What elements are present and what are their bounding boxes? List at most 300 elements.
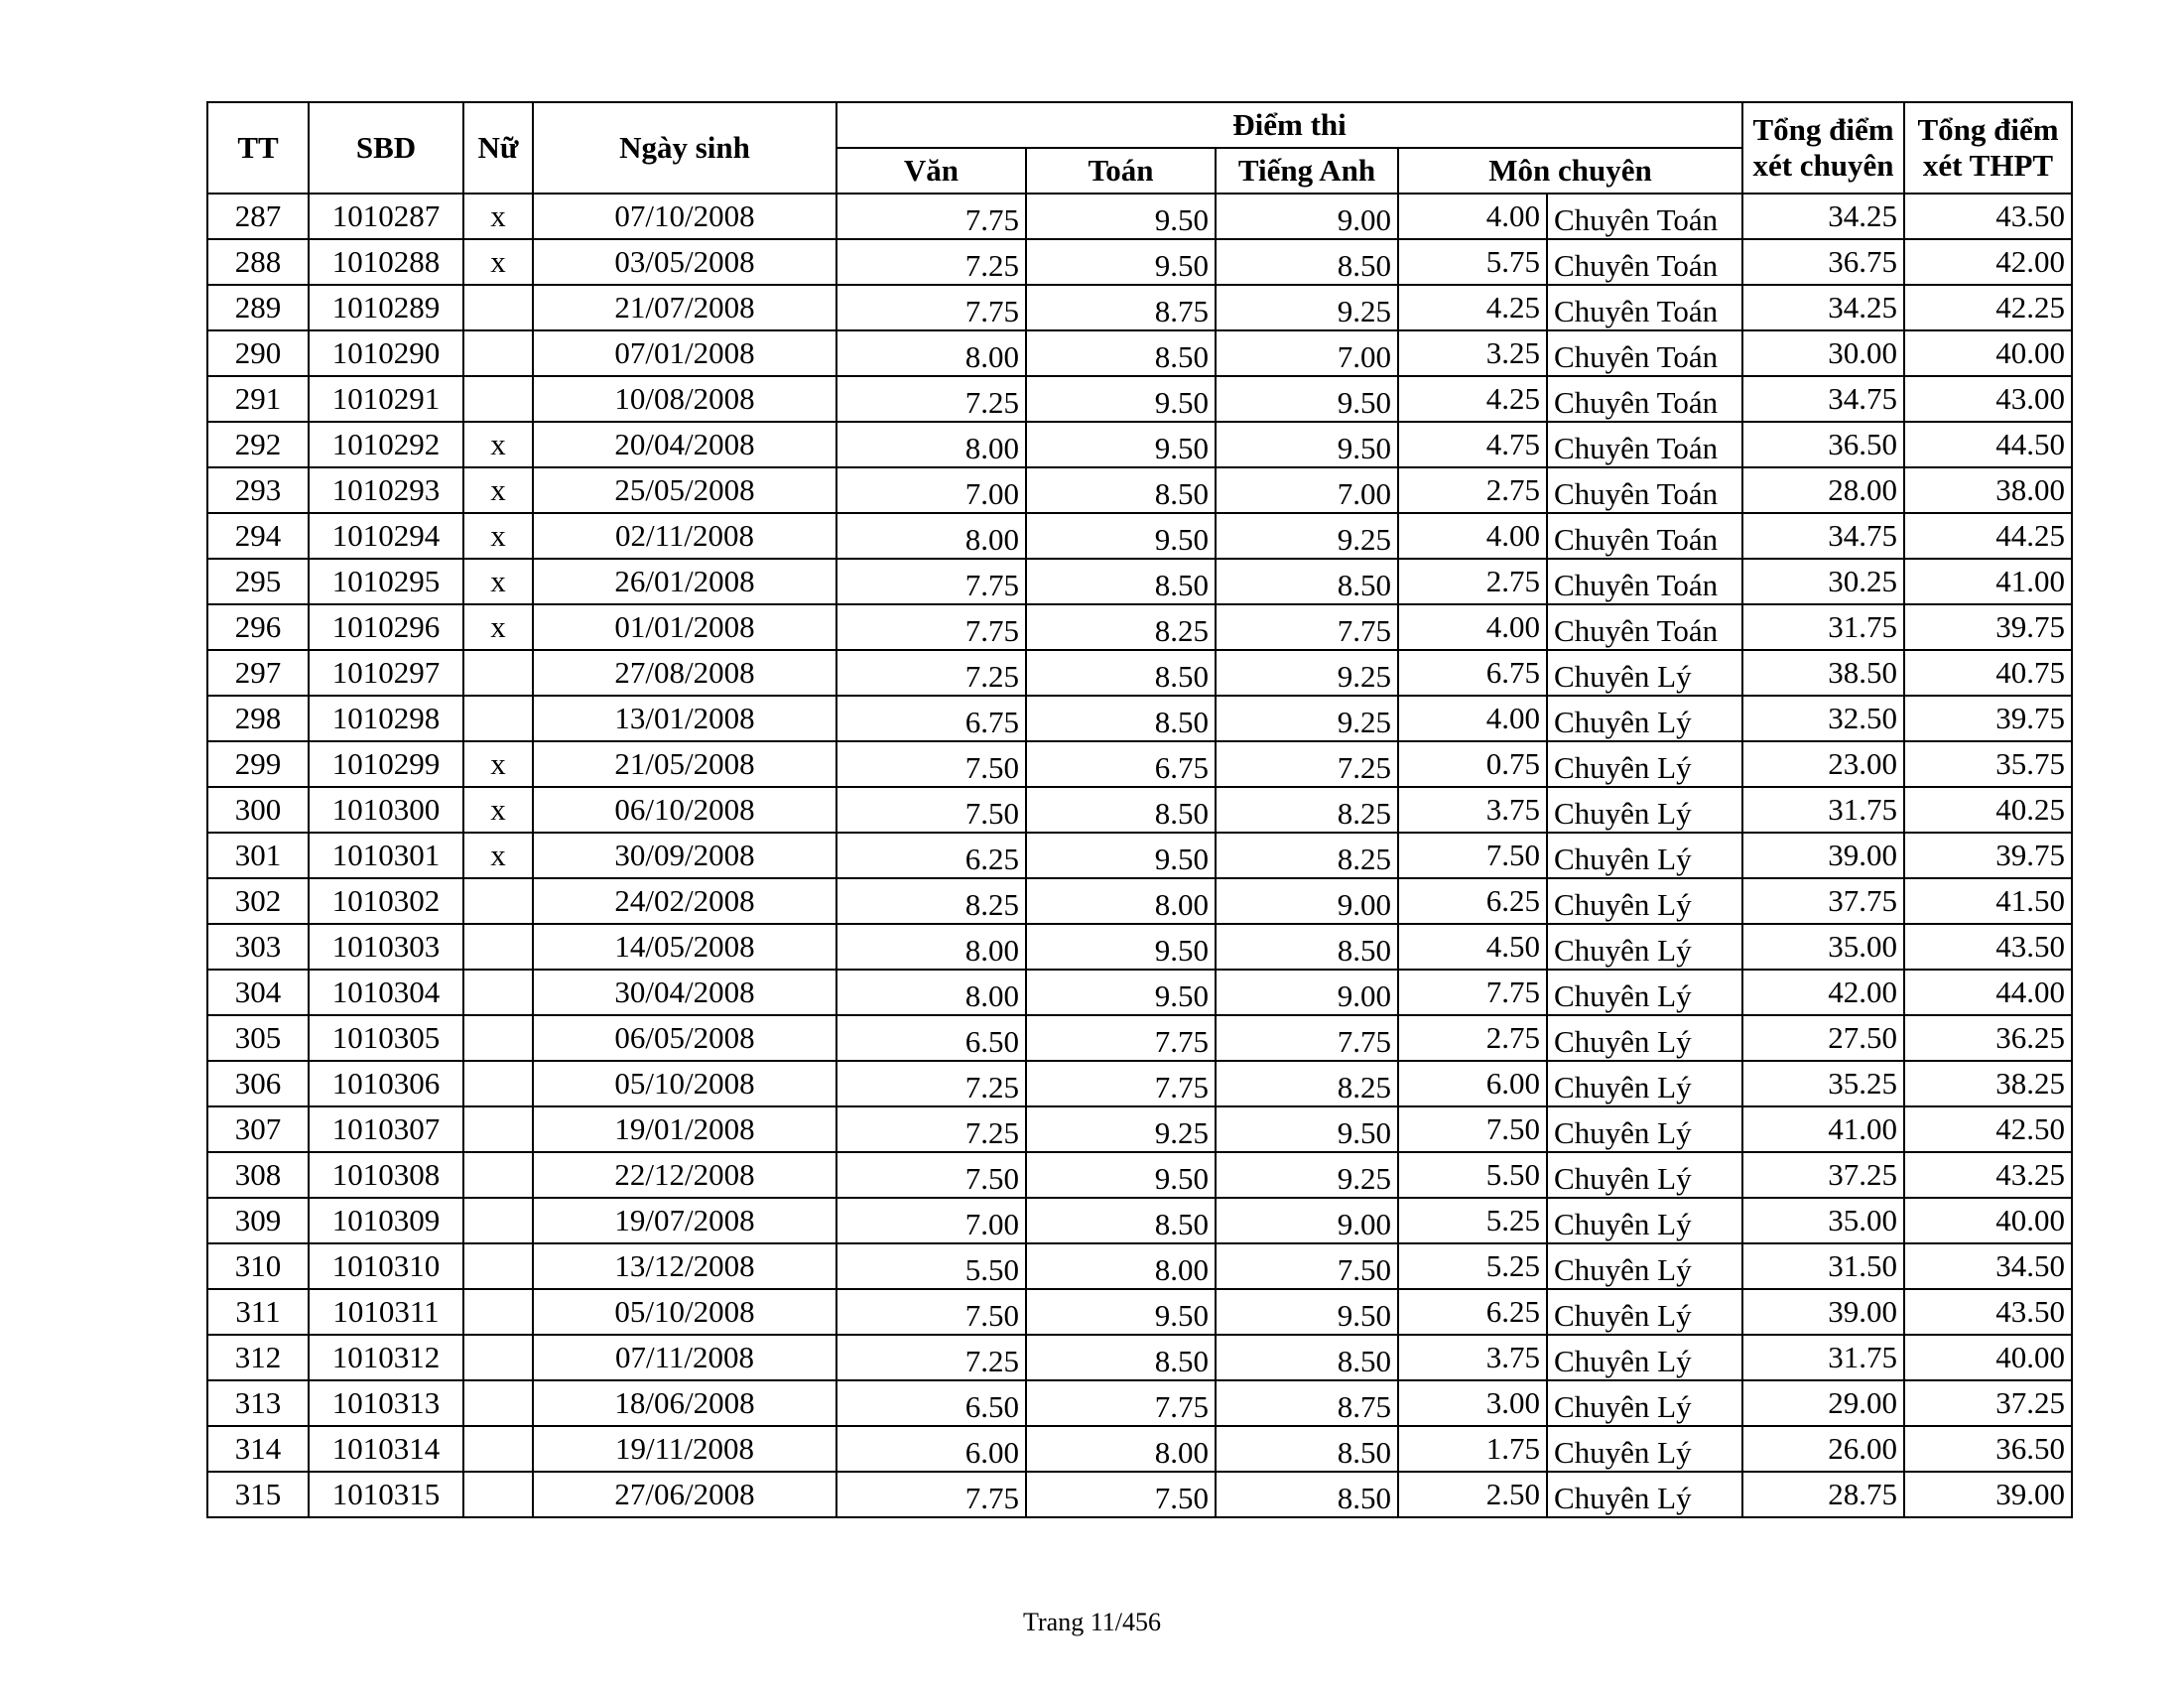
cell-tieng-anh: 9.50 bbox=[1216, 1289, 1398, 1335]
cell-mon-chuyen-ten: Chuyên Lý bbox=[1547, 1426, 1742, 1472]
cell-nu bbox=[463, 1015, 533, 1061]
cell-toan: 8.50 bbox=[1026, 650, 1216, 696]
cell-tt: 299 bbox=[207, 741, 309, 787]
cell-mon-chuyen-diem: 4.00 bbox=[1398, 194, 1547, 239]
cell-mon-chuyen-diem: 7.50 bbox=[1398, 1106, 1547, 1152]
cell-tong-xet-thpt: 44.50 bbox=[1904, 422, 2072, 467]
cell-tieng-anh: 8.50 bbox=[1216, 1426, 1398, 1472]
cell-toan: 8.50 bbox=[1026, 787, 1216, 833]
table-row bbox=[207, 1198, 2072, 1243]
cell-tong-xet-chuyen: 39.00 bbox=[1742, 833, 1904, 878]
cell-mon-chuyen-ten: Chuyên Lý bbox=[1547, 924, 1742, 970]
cell-nu bbox=[463, 696, 533, 741]
cell-ngay-sinh: 24/02/2008 bbox=[533, 878, 836, 924]
cell-tt: 306 bbox=[207, 1061, 309, 1106]
cell-tong-xet-chuyen: 42.00 bbox=[1742, 970, 1904, 1015]
cell-sbd: 1010312 bbox=[309, 1335, 463, 1380]
cell-tong-xet-thpt: 42.00 bbox=[1904, 239, 2072, 285]
cell-nu bbox=[463, 1152, 533, 1198]
cell-mon-chuyen-ten: Chuyên Lý bbox=[1547, 787, 1742, 833]
cell-tt: 308 bbox=[207, 1152, 309, 1198]
header-tong-xet-thpt-line1: Tổng điểm bbox=[1917, 112, 2059, 148]
cell-tong-xet-thpt: 41.00 bbox=[1904, 559, 2072, 604]
cell-tong-xet-chuyen: 35.25 bbox=[1742, 1061, 1904, 1106]
cell-mon-chuyen-ten: Chuyên Lý bbox=[1547, 1061, 1742, 1106]
header-tong-xet-thpt-line2: xét THPT bbox=[1922, 148, 2054, 183]
table-row bbox=[207, 604, 2072, 650]
cell-tong-xet-chuyen: 34.25 bbox=[1742, 194, 1904, 239]
table-row bbox=[207, 1472, 2072, 1517]
cell-toan: 9.50 bbox=[1026, 1152, 1216, 1198]
cell-mon-chuyen-ten: Chuyên Toán bbox=[1547, 376, 1742, 422]
cell-nu: x bbox=[463, 559, 533, 604]
cell-ngay-sinh: 25/05/2008 bbox=[533, 467, 836, 513]
header-row-top bbox=[207, 102, 2072, 148]
cell-tong-xet-thpt: 43.50 bbox=[1904, 1289, 2072, 1335]
cell-nu bbox=[463, 1426, 533, 1472]
cell-ngay-sinh: 03/05/2008 bbox=[533, 239, 836, 285]
header-mon-chuyen: Môn chuyên bbox=[1398, 148, 1742, 194]
cell-tong-xet-thpt: 40.00 bbox=[1904, 330, 2072, 376]
cell-tong-xet-thpt: 42.50 bbox=[1904, 1106, 2072, 1152]
cell-van: 7.00 bbox=[836, 467, 1026, 513]
table-row bbox=[207, 787, 2072, 833]
cell-tt: 294 bbox=[207, 513, 309, 559]
cell-nu bbox=[463, 1289, 533, 1335]
cell-ngay-sinh: 07/01/2008 bbox=[533, 330, 836, 376]
cell-ngay-sinh: 19/11/2008 bbox=[533, 1426, 836, 1472]
cell-nu: x bbox=[463, 467, 533, 513]
header-ngay-sinh: Ngày sinh bbox=[533, 102, 836, 194]
cell-tong-xet-thpt: 44.25 bbox=[1904, 513, 2072, 559]
table-row bbox=[207, 330, 2072, 376]
cell-van: 7.25 bbox=[836, 239, 1026, 285]
cell-mon-chuyen-diem: 4.25 bbox=[1398, 285, 1547, 330]
cell-sbd: 1010292 bbox=[309, 422, 463, 467]
cell-tieng-anh: 7.75 bbox=[1216, 1015, 1398, 1061]
cell-tong-xet-thpt: 40.25 bbox=[1904, 787, 2072, 833]
cell-sbd: 1010290 bbox=[309, 330, 463, 376]
cell-tong-xet-chuyen: 27.50 bbox=[1742, 1015, 1904, 1061]
header-toan: Toán bbox=[1026, 148, 1216, 194]
cell-mon-chuyen-diem: 6.75 bbox=[1398, 650, 1547, 696]
cell-van: 7.50 bbox=[836, 1289, 1026, 1335]
table-row bbox=[207, 1106, 2072, 1152]
cell-nu: x bbox=[463, 833, 533, 878]
cell-mon-chuyen-diem: 6.25 bbox=[1398, 1289, 1547, 1335]
cell-tt: 300 bbox=[207, 787, 309, 833]
cell-tt: 290 bbox=[207, 330, 309, 376]
table-row bbox=[207, 833, 2072, 878]
cell-mon-chuyen-ten: Chuyên Lý bbox=[1547, 970, 1742, 1015]
cell-tieng-anh: 9.00 bbox=[1216, 970, 1398, 1015]
cell-van: 5.50 bbox=[836, 1243, 1026, 1289]
header-tong-xet-chuyen-line2: xét chuyên bbox=[1752, 148, 1894, 183]
cell-sbd: 1010306 bbox=[309, 1061, 463, 1106]
table-row bbox=[207, 422, 2072, 467]
cell-van: 8.00 bbox=[836, 970, 1026, 1015]
cell-tong-xet-thpt: 38.25 bbox=[1904, 1061, 2072, 1106]
cell-tieng-anh: 8.50 bbox=[1216, 1335, 1398, 1380]
cell-tieng-anh: 7.50 bbox=[1216, 1243, 1398, 1289]
cell-nu bbox=[463, 1061, 533, 1106]
cell-tieng-anh: 9.25 bbox=[1216, 1152, 1398, 1198]
cell-van: 8.00 bbox=[836, 330, 1026, 376]
cell-sbd: 1010293 bbox=[309, 467, 463, 513]
cell-ngay-sinh: 06/05/2008 bbox=[533, 1015, 836, 1061]
cell-nu bbox=[463, 924, 533, 970]
cell-tieng-anh: 7.00 bbox=[1216, 330, 1398, 376]
cell-tt: 304 bbox=[207, 970, 309, 1015]
cell-mon-chuyen-ten: Chuyên Toán bbox=[1547, 194, 1742, 239]
cell-mon-chuyen-diem: 3.00 bbox=[1398, 1380, 1547, 1426]
cell-mon-chuyen-diem: 4.00 bbox=[1398, 604, 1547, 650]
cell-nu bbox=[463, 376, 533, 422]
cell-nu bbox=[463, 1106, 533, 1152]
cell-mon-chuyen-ten: Chuyên Lý bbox=[1547, 1015, 1742, 1061]
cell-nu: x bbox=[463, 604, 533, 650]
header-tieng-anh: Tiếng Anh bbox=[1216, 148, 1398, 194]
cell-tong-xet-chuyen: 34.75 bbox=[1742, 513, 1904, 559]
cell-van: 7.50 bbox=[836, 1152, 1026, 1198]
cell-van: 7.00 bbox=[836, 1198, 1026, 1243]
cell-ngay-sinh: 19/07/2008 bbox=[533, 1198, 836, 1243]
cell-mon-chuyen-ten: Chuyên Toán bbox=[1547, 559, 1742, 604]
cell-toan: 6.75 bbox=[1026, 741, 1216, 787]
cell-tong-xet-chuyen: 35.00 bbox=[1742, 1198, 1904, 1243]
cell-tieng-anh: 7.25 bbox=[1216, 741, 1398, 787]
cell-tong-xet-chuyen: 31.75 bbox=[1742, 604, 1904, 650]
cell-van: 7.50 bbox=[836, 787, 1026, 833]
cell-mon-chuyen-ten: Chuyên Toán bbox=[1547, 604, 1742, 650]
cell-tong-xet-thpt: 44.00 bbox=[1904, 970, 2072, 1015]
table-row bbox=[207, 1015, 2072, 1061]
cell-mon-chuyen-diem: 1.75 bbox=[1398, 1426, 1547, 1472]
cell-tong-xet-chuyen: 30.25 bbox=[1742, 559, 1904, 604]
cell-toan: 9.50 bbox=[1026, 194, 1216, 239]
cell-toan: 8.50 bbox=[1026, 467, 1216, 513]
header-tong-xet-chuyen-line1: Tổng điểm bbox=[1752, 112, 1894, 148]
cell-mon-chuyen-diem: 6.25 bbox=[1398, 878, 1547, 924]
cell-sbd: 1010295 bbox=[309, 559, 463, 604]
cell-toan: 9.25 bbox=[1026, 1106, 1216, 1152]
cell-sbd: 1010307 bbox=[309, 1106, 463, 1152]
table-row bbox=[207, 1289, 2072, 1335]
header-tong-xet-thpt bbox=[1904, 102, 2072, 194]
cell-ngay-sinh: 01/01/2008 bbox=[533, 604, 836, 650]
cell-mon-chuyen-ten: Chuyên Lý bbox=[1547, 1380, 1742, 1426]
table-row bbox=[207, 376, 2072, 422]
cell-van: 6.00 bbox=[836, 1426, 1026, 1472]
cell-van: 7.25 bbox=[836, 1106, 1026, 1152]
cell-tt: 289 bbox=[207, 285, 309, 330]
cell-nu: x bbox=[463, 741, 533, 787]
cell-sbd: 1010291 bbox=[309, 376, 463, 422]
cell-tt: 302 bbox=[207, 878, 309, 924]
cell-mon-chuyen-ten: Chuyên Lý bbox=[1547, 696, 1742, 741]
cell-mon-chuyen-diem: 2.75 bbox=[1398, 467, 1547, 513]
cell-ngay-sinh: 21/05/2008 bbox=[533, 741, 836, 787]
cell-ngay-sinh: 30/04/2008 bbox=[533, 970, 836, 1015]
cell-sbd: 1010297 bbox=[309, 650, 463, 696]
cell-nu: x bbox=[463, 239, 533, 285]
cell-tt: 298 bbox=[207, 696, 309, 741]
cell-sbd: 1010298 bbox=[309, 696, 463, 741]
cell-ngay-sinh: 26/01/2008 bbox=[533, 559, 836, 604]
cell-tt: 291 bbox=[207, 376, 309, 422]
cell-mon-chuyen-ten: Chuyên Toán bbox=[1547, 467, 1742, 513]
cell-tong-xet-chuyen: 39.00 bbox=[1742, 1289, 1904, 1335]
cell-ngay-sinh: 18/06/2008 bbox=[533, 1380, 836, 1426]
cell-van: 7.75 bbox=[836, 285, 1026, 330]
cell-ngay-sinh: 19/01/2008 bbox=[533, 1106, 836, 1152]
cell-tt: 305 bbox=[207, 1015, 309, 1061]
cell-toan: 8.00 bbox=[1026, 1426, 1216, 1472]
cell-mon-chuyen-ten: Chuyên Lý bbox=[1547, 1152, 1742, 1198]
cell-mon-chuyen-diem: 5.50 bbox=[1398, 1152, 1547, 1198]
table-row bbox=[207, 1061, 2072, 1106]
cell-tong-xet-chuyen: 35.00 bbox=[1742, 924, 1904, 970]
cell-tong-xet-thpt: 39.75 bbox=[1904, 696, 2072, 741]
cell-tong-xet-chuyen: 34.25 bbox=[1742, 285, 1904, 330]
cell-tong-xet-chuyen: 31.50 bbox=[1742, 1243, 1904, 1289]
cell-mon-chuyen-ten: Chuyên Lý bbox=[1547, 741, 1742, 787]
cell-van: 6.25 bbox=[836, 833, 1026, 878]
cell-tt: 295 bbox=[207, 559, 309, 604]
cell-toan: 7.75 bbox=[1026, 1380, 1216, 1426]
cell-ngay-sinh: 05/10/2008 bbox=[533, 1289, 836, 1335]
cell-tong-xet-thpt: 38.00 bbox=[1904, 467, 2072, 513]
cell-sbd: 1010296 bbox=[309, 604, 463, 650]
cell-mon-chuyen-ten: Chuyên Lý bbox=[1547, 1198, 1742, 1243]
score-table bbox=[206, 101, 2073, 1518]
cell-nu bbox=[463, 878, 533, 924]
cell-mon-chuyen-ten: Chuyên Lý bbox=[1547, 1106, 1742, 1152]
cell-toan: 8.50 bbox=[1026, 696, 1216, 741]
cell-ngay-sinh: 27/08/2008 bbox=[533, 650, 836, 696]
cell-toan: 8.25 bbox=[1026, 604, 1216, 650]
table-row bbox=[207, 696, 2072, 741]
cell-tt: 293 bbox=[207, 467, 309, 513]
table-row bbox=[207, 650, 2072, 696]
cell-ngay-sinh: 05/10/2008 bbox=[533, 1061, 836, 1106]
cell-nu bbox=[463, 330, 533, 376]
cell-tieng-anh: 8.50 bbox=[1216, 559, 1398, 604]
cell-tieng-anh: 9.00 bbox=[1216, 1198, 1398, 1243]
cell-tt: 287 bbox=[207, 194, 309, 239]
cell-toan: 8.00 bbox=[1026, 878, 1216, 924]
header-sbd: SBD bbox=[309, 102, 463, 194]
cell-tong-xet-thpt: 39.00 bbox=[1904, 1472, 2072, 1517]
cell-tieng-anh: 8.25 bbox=[1216, 787, 1398, 833]
header-tt: TT bbox=[207, 102, 309, 194]
cell-tong-xet-chuyen: 41.00 bbox=[1742, 1106, 1904, 1152]
cell-nu bbox=[463, 1472, 533, 1517]
cell-mon-chuyen-ten: Chuyên Lý bbox=[1547, 1472, 1742, 1517]
cell-tong-xet-chuyen: 31.75 bbox=[1742, 787, 1904, 833]
header-diem-thi: Điểm thi bbox=[836, 102, 1742, 148]
cell-nu: x bbox=[463, 194, 533, 239]
cell-van: 7.75 bbox=[836, 604, 1026, 650]
cell-tt: 315 bbox=[207, 1472, 309, 1517]
cell-nu bbox=[463, 1198, 533, 1243]
cell-toan: 9.50 bbox=[1026, 513, 1216, 559]
cell-tieng-anh: 8.25 bbox=[1216, 1061, 1398, 1106]
cell-tt: 309 bbox=[207, 1198, 309, 1243]
cell-mon-chuyen-diem: 5.25 bbox=[1398, 1198, 1547, 1243]
cell-mon-chuyen-diem: 7.75 bbox=[1398, 970, 1547, 1015]
cell-toan: 8.50 bbox=[1026, 559, 1216, 604]
cell-tong-xet-thpt: 43.00 bbox=[1904, 376, 2072, 422]
cell-tt: 296 bbox=[207, 604, 309, 650]
cell-nu bbox=[463, 970, 533, 1015]
cell-toan: 7.50 bbox=[1026, 1472, 1216, 1517]
cell-tieng-anh: 9.00 bbox=[1216, 878, 1398, 924]
cell-mon-chuyen-diem: 2.50 bbox=[1398, 1472, 1547, 1517]
cell-tieng-anh: 9.50 bbox=[1216, 376, 1398, 422]
table-row bbox=[207, 513, 2072, 559]
cell-tieng-anh: 8.25 bbox=[1216, 833, 1398, 878]
cell-mon-chuyen-ten: Chuyên Lý bbox=[1547, 1289, 1742, 1335]
cell-tt: 314 bbox=[207, 1426, 309, 1472]
cell-tong-xet-chuyen: 34.75 bbox=[1742, 376, 1904, 422]
cell-mon-chuyen-diem: 3.25 bbox=[1398, 330, 1547, 376]
cell-tt: 288 bbox=[207, 239, 309, 285]
cell-van: 7.75 bbox=[836, 194, 1026, 239]
cell-mon-chuyen-diem: 3.75 bbox=[1398, 1335, 1547, 1380]
cell-tong-xet-chuyen: 37.75 bbox=[1742, 878, 1904, 924]
cell-tong-xet-chuyen: 36.75 bbox=[1742, 239, 1904, 285]
cell-tieng-anh: 9.25 bbox=[1216, 650, 1398, 696]
table-body bbox=[207, 194, 2072, 1517]
cell-toan: 8.75 bbox=[1026, 285, 1216, 330]
cell-tong-xet-thpt: 40.00 bbox=[1904, 1335, 2072, 1380]
cell-mon-chuyen-ten: Chuyên Lý bbox=[1547, 650, 1742, 696]
cell-tieng-anh: 8.50 bbox=[1216, 1472, 1398, 1517]
cell-tong-xet-chuyen: 38.50 bbox=[1742, 650, 1904, 696]
cell-van: 8.00 bbox=[836, 513, 1026, 559]
cell-tong-xet-thpt: 41.50 bbox=[1904, 878, 2072, 924]
cell-sbd: 1010304 bbox=[309, 970, 463, 1015]
cell-nu bbox=[463, 285, 533, 330]
cell-van: 8.00 bbox=[836, 924, 1026, 970]
cell-sbd: 1010294 bbox=[309, 513, 463, 559]
cell-tong-xet-thpt: 43.25 bbox=[1904, 1152, 2072, 1198]
cell-tong-xet-thpt: 37.25 bbox=[1904, 1380, 2072, 1426]
cell-tong-xet-chuyen: 30.00 bbox=[1742, 330, 1904, 376]
cell-sbd: 1010315 bbox=[309, 1472, 463, 1517]
cell-mon-chuyen-ten: Chuyên Toán bbox=[1547, 422, 1742, 467]
table-row bbox=[207, 1335, 2072, 1380]
table-row bbox=[207, 970, 2072, 1015]
cell-tt: 292 bbox=[207, 422, 309, 467]
cell-ngay-sinh: 22/12/2008 bbox=[533, 1152, 836, 1198]
table-row bbox=[207, 1380, 2072, 1426]
cell-tong-xet-chuyen: 23.00 bbox=[1742, 741, 1904, 787]
cell-sbd: 1010302 bbox=[309, 878, 463, 924]
cell-mon-chuyen-diem: 5.75 bbox=[1398, 239, 1547, 285]
cell-tieng-anh: 8.50 bbox=[1216, 924, 1398, 970]
cell-mon-chuyen-diem: 3.75 bbox=[1398, 787, 1547, 833]
cell-nu: x bbox=[463, 422, 533, 467]
cell-van: 7.25 bbox=[836, 376, 1026, 422]
cell-ngay-sinh: 30/09/2008 bbox=[533, 833, 836, 878]
cell-ngay-sinh: 14/05/2008 bbox=[533, 924, 836, 970]
cell-toan: 8.00 bbox=[1026, 1243, 1216, 1289]
cell-sbd: 1010301 bbox=[309, 833, 463, 878]
cell-ngay-sinh: 07/11/2008 bbox=[533, 1335, 836, 1380]
cell-tong-xet-chuyen: 32.50 bbox=[1742, 696, 1904, 741]
cell-mon-chuyen-diem: 7.50 bbox=[1398, 833, 1547, 878]
cell-van: 6.75 bbox=[836, 696, 1026, 741]
table-row bbox=[207, 559, 2072, 604]
cell-mon-chuyen-diem: 4.00 bbox=[1398, 696, 1547, 741]
table-row bbox=[207, 878, 2072, 924]
table-row bbox=[207, 1426, 2072, 1472]
cell-tong-xet-thpt: 40.00 bbox=[1904, 1198, 2072, 1243]
cell-van: 8.00 bbox=[836, 422, 1026, 467]
cell-ngay-sinh: 06/10/2008 bbox=[533, 787, 836, 833]
cell-ngay-sinh: 27/06/2008 bbox=[533, 1472, 836, 1517]
cell-tong-xet-chuyen: 37.25 bbox=[1742, 1152, 1904, 1198]
cell-nu bbox=[463, 650, 533, 696]
cell-mon-chuyen-diem: 0.75 bbox=[1398, 741, 1547, 787]
cell-mon-chuyen-diem: 2.75 bbox=[1398, 1015, 1547, 1061]
cell-tong-xet-chuyen: 28.00 bbox=[1742, 467, 1904, 513]
cell-tieng-anh: 7.00 bbox=[1216, 467, 1398, 513]
cell-mon-chuyen-ten: Chuyên Toán bbox=[1547, 330, 1742, 376]
cell-ngay-sinh: 02/11/2008 bbox=[533, 513, 836, 559]
cell-tt: 313 bbox=[207, 1380, 309, 1426]
cell-van: 6.50 bbox=[836, 1380, 1026, 1426]
cell-ngay-sinh: 21/07/2008 bbox=[533, 285, 836, 330]
cell-sbd: 1010288 bbox=[309, 239, 463, 285]
cell-tong-xet-thpt: 39.75 bbox=[1904, 833, 2072, 878]
cell-sbd: 1010299 bbox=[309, 741, 463, 787]
cell-tong-xet-thpt: 40.75 bbox=[1904, 650, 2072, 696]
header-nu: Nữ bbox=[463, 102, 533, 194]
cell-mon-chuyen-ten: Chuyên Toán bbox=[1547, 239, 1742, 285]
cell-toan: 9.50 bbox=[1026, 833, 1216, 878]
cell-ngay-sinh: 20/04/2008 bbox=[533, 422, 836, 467]
cell-toan: 8.50 bbox=[1026, 330, 1216, 376]
cell-sbd: 1010303 bbox=[309, 924, 463, 970]
cell-ngay-sinh: 07/10/2008 bbox=[533, 194, 836, 239]
cell-van: 7.25 bbox=[836, 650, 1026, 696]
cell-tieng-anh: 9.25 bbox=[1216, 696, 1398, 741]
cell-tieng-anh: 7.75 bbox=[1216, 604, 1398, 650]
cell-mon-chuyen-ten: Chuyên Lý bbox=[1547, 878, 1742, 924]
cell-toan: 8.50 bbox=[1026, 1198, 1216, 1243]
cell-sbd: 1010308 bbox=[309, 1152, 463, 1198]
cell-mon-chuyen-diem: 6.00 bbox=[1398, 1061, 1547, 1106]
cell-toan: 9.50 bbox=[1026, 239, 1216, 285]
cell-tt: 307 bbox=[207, 1106, 309, 1152]
cell-tieng-anh: 8.75 bbox=[1216, 1380, 1398, 1426]
table-row bbox=[207, 924, 2072, 970]
header-tong-xet-chuyen bbox=[1742, 102, 1904, 194]
table-row bbox=[207, 1243, 2072, 1289]
table-row bbox=[207, 1152, 2072, 1198]
cell-ngay-sinh: 13/12/2008 bbox=[533, 1243, 836, 1289]
cell-tong-xet-thpt: 43.50 bbox=[1904, 194, 2072, 239]
cell-mon-chuyen-ten: Chuyên Lý bbox=[1547, 1335, 1742, 1380]
cell-mon-chuyen-ten: Chuyên Toán bbox=[1547, 513, 1742, 559]
cell-sbd: 1010311 bbox=[309, 1289, 463, 1335]
cell-tong-xet-thpt: 34.50 bbox=[1904, 1243, 2072, 1289]
cell-van: 7.25 bbox=[836, 1335, 1026, 1380]
cell-nu bbox=[463, 1243, 533, 1289]
